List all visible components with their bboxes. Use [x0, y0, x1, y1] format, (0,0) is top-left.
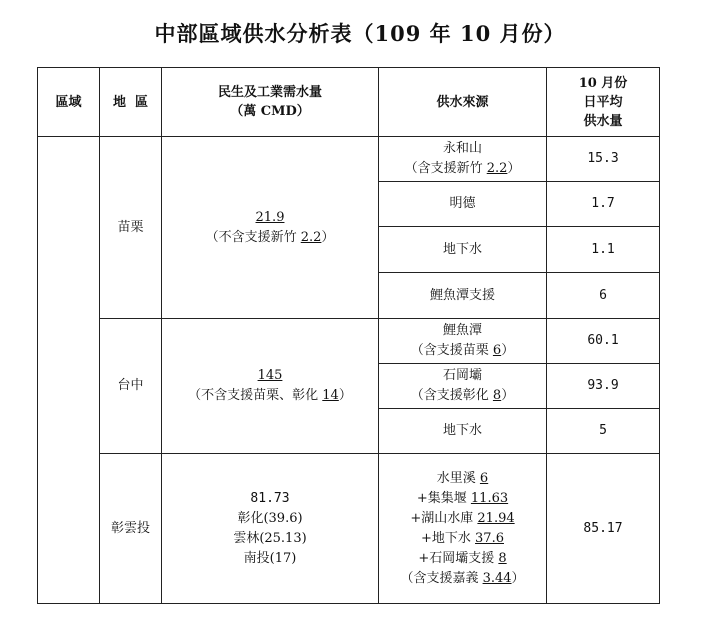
area-miaoli: 苗栗 — [100, 137, 162, 319]
source-shigang: 石岡壩 （含支援彰化 8） — [379, 364, 547, 409]
header-row — [38, 68, 660, 137]
demand-miaoli-note: （不含支援新竹 2.2） — [205, 229, 335, 245]
value-yonghe: 15.3 — [547, 137, 660, 182]
header-demand-line1: 民生及工業需水量 — [217, 85, 322, 100]
value-liyutan: 60.1 — [547, 319, 660, 364]
demand-nantou: 南投(17) — [243, 550, 297, 566]
demand-changyuntou — [162, 454, 379, 604]
source-groundwater-miaoli: 地下水 — [379, 227, 547, 273]
area-changyuntou: 彰雲投 — [100, 454, 162, 604]
demand-yunlin: 雲林(25.13) — [233, 530, 307, 546]
source-changyuntou: 水里溪 6 +集集堰 11.63 +湖山水庫 21.94 +地下水 37.6 +石岡壩支援 8 （含支援嘉義 3.44） — [379, 454, 547, 604]
header-area: 地 區 — [100, 68, 162, 137]
source-groundwater-taichung: 地下水 — [379, 409, 547, 454]
demand-taichung — [162, 319, 379, 454]
area-taichung: 台中 — [100, 319, 162, 454]
source-mingde: 明德 — [379, 182, 547, 227]
value-groundwater-taichung: 5 — [547, 409, 660, 454]
value-groundwater-miaoli: 1.1 — [547, 227, 660, 273]
header-source: 供水來源 — [379, 68, 547, 137]
header-avg-line1: 10 月份 — [578, 75, 628, 91]
table-row — [38, 319, 660, 364]
header-demand — [162, 68, 379, 137]
demand-miaoli-value: 21.9 — [255, 209, 285, 225]
header-demand-line2: （萬 CMD） — [230, 104, 310, 119]
header-avg-line2: 日平均 — [583, 94, 623, 110]
demand-miaoli — [162, 137, 379, 319]
table-row — [38, 454, 660, 604]
demand-changhua: 彰化(39.6) — [237, 510, 303, 526]
region-cell — [38, 137, 100, 604]
page-title: 中部區域供水分析表（109 年 10 月份） — [154, 21, 566, 46]
value-shigang: 93.9 — [547, 364, 660, 409]
source-liyutan: 鯉魚潭 （含支援苗栗 6） — [379, 319, 547, 364]
water-supply-table — [37, 67, 660, 604]
header-avg-line3: 供水量 — [583, 113, 623, 129]
demand-changyuntou-total: 81.73 — [250, 490, 290, 506]
header-region: 區域 — [38, 68, 100, 137]
demand-taichung-value: 145 — [257, 368, 283, 383]
value-liyutan-support: 6 — [547, 273, 660, 319]
source-yonghe: 永和山 （含支援新竹 2.2） — [379, 137, 547, 182]
source-liyutan-support: 鯉魚潭支援 — [379, 273, 547, 319]
value-mingde: 1.7 — [547, 182, 660, 227]
demand-taichung-note: （不含支援苗栗、彰化 14） — [188, 388, 352, 403]
header-daily-average — [547, 68, 660, 137]
table-row — [38, 137, 660, 182]
value-changyuntou: 85.17 — [547, 454, 660, 604]
